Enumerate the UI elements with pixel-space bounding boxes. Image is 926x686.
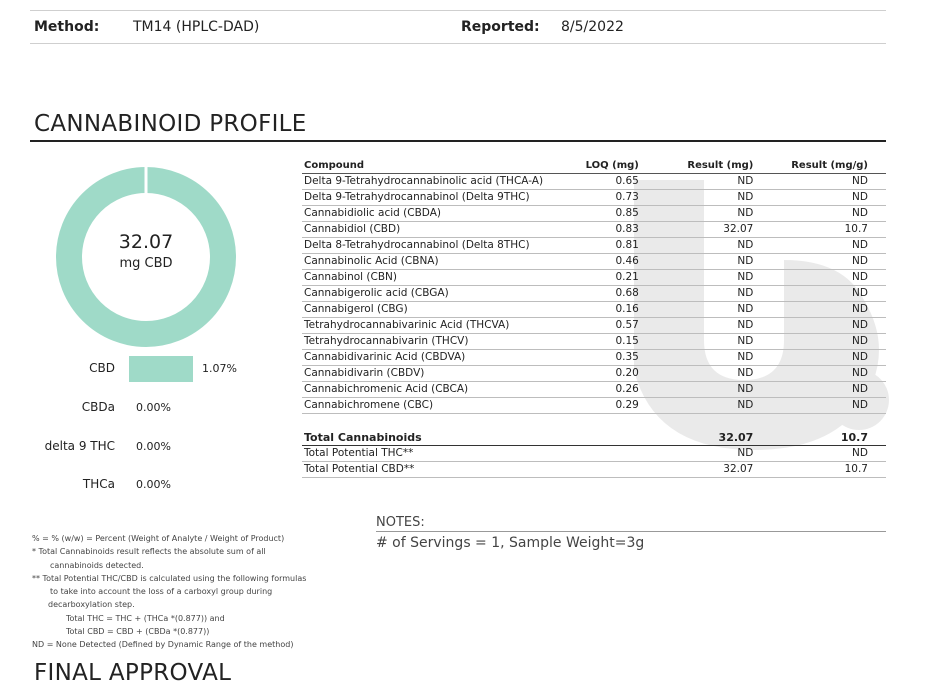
table-cell: ND xyxy=(771,318,886,334)
table-cell: ND xyxy=(771,174,886,190)
section-rule xyxy=(30,140,886,142)
table-cell: ND xyxy=(657,398,771,414)
table-row xyxy=(302,382,886,398)
table-row xyxy=(302,174,886,190)
footnote-line: Total CBD = CBD + (CBDa *(0.877)) xyxy=(66,627,210,637)
donut-unit: mg CBD xyxy=(119,256,173,271)
table-cell: ND xyxy=(771,382,886,398)
table-cell: ND xyxy=(771,366,886,382)
table-cell: Cannabidiolic acid (CBDA) xyxy=(302,206,573,222)
table-row xyxy=(302,334,886,350)
legend-value: 0.00% xyxy=(136,401,171,414)
table-cell: ND xyxy=(771,302,886,318)
table-row xyxy=(302,462,886,478)
table-cell: ND xyxy=(657,206,771,222)
table-cell: ND xyxy=(657,190,771,206)
reported-label: Reported: xyxy=(461,19,540,35)
table-row xyxy=(302,286,886,302)
table-cell: Cannabigerolic acid (CBGA) xyxy=(302,286,573,302)
table-cell: ND xyxy=(657,270,771,286)
results-table xyxy=(302,158,886,478)
method-label: Method: xyxy=(34,19,100,35)
table-cell: Cannabidiol (CBD) xyxy=(302,222,573,238)
table-cell: 0.83 xyxy=(573,222,657,238)
table-cell: ND xyxy=(657,446,771,462)
table-cell: 0.16 xyxy=(573,302,657,318)
table-cell: ND xyxy=(771,190,886,206)
legend-bar xyxy=(129,356,193,382)
table-row xyxy=(302,190,886,206)
notes-label: NOTES: xyxy=(376,515,425,530)
notes-rule xyxy=(376,531,886,532)
table-cell: Tetrahydrocannabivarin (THCV) xyxy=(302,334,573,350)
table-cell: ND xyxy=(657,302,771,318)
footnote-line: to take into account the loss of a carboxyl group during xyxy=(50,587,273,597)
table-cell: ND xyxy=(657,238,771,254)
legend-value: 0.00% xyxy=(136,478,171,491)
footnote-line: ND = None Detected (Defined by Dynamic Range of the method) xyxy=(32,640,294,650)
divider xyxy=(30,43,886,44)
footnotes xyxy=(32,532,322,652)
table-cell xyxy=(573,462,657,478)
table-cell: ND xyxy=(657,254,771,270)
table-cell: 0.65 xyxy=(573,174,657,190)
next-section-title: FINAL APPROVAL xyxy=(34,660,232,686)
table-cell: ND xyxy=(771,270,886,286)
donut-value: 32.07 xyxy=(118,231,174,253)
table-cell: Cannabichromenic Acid (CBCA) xyxy=(302,382,573,398)
table-spacer xyxy=(302,414,886,431)
table-cell: ND xyxy=(771,238,886,254)
footnote-line: cannabinoids detected. xyxy=(50,560,144,570)
footnote-line: % = % (w/w) = Percent (Weight of Analyte / Weight of Product) xyxy=(32,534,285,543)
table-cell: Cannabinol (CBN) xyxy=(302,270,573,286)
table-cell: 0.26 xyxy=(573,382,657,398)
table-cell: Cannabigerol (CBG) xyxy=(302,302,573,318)
table-cell: ND xyxy=(771,206,886,222)
footnote-line: ** Total Potential THC/CBD is calculated using the following formulas xyxy=(32,573,307,583)
notes-value: # of Servings = 1, Sample Weight=3g xyxy=(376,535,645,551)
table-row xyxy=(302,238,886,254)
table-cell: 0.29 xyxy=(573,398,657,414)
col-header-loq: LOQ (mg) xyxy=(573,158,657,174)
table-cell: 0.46 xyxy=(573,254,657,270)
table-row xyxy=(302,446,886,462)
section-title: CANNABINOID PROFILE xyxy=(34,111,307,137)
table-cell: ND xyxy=(657,318,771,334)
table-cell: ND xyxy=(771,350,886,366)
table-row xyxy=(302,254,886,270)
table-row xyxy=(302,366,886,382)
table-cell: 0.73 xyxy=(573,190,657,206)
table-cell xyxy=(573,446,657,462)
table-cell: 10.7 xyxy=(771,462,886,478)
donut-chart xyxy=(56,167,236,347)
table-cell: ND xyxy=(771,398,886,414)
table-row xyxy=(302,206,886,222)
table-cell: 0.20 xyxy=(573,366,657,382)
table-cell: ND xyxy=(771,446,886,462)
col-header-compound: Compound xyxy=(302,158,573,174)
table-cell: 10.7 xyxy=(771,222,886,238)
table-cell: 0.68 xyxy=(573,286,657,302)
table-cell: Tetrahydrocannabivarinic Acid (THCVA) xyxy=(302,318,573,334)
table-cell: 0.15 xyxy=(573,334,657,350)
table-cell: 0.81 xyxy=(573,238,657,254)
divider xyxy=(30,10,886,11)
col-header-result-mgg: Result (mg/g) xyxy=(771,158,886,174)
table-row xyxy=(302,350,886,366)
table-row xyxy=(302,270,886,286)
table-cell: ND xyxy=(771,286,886,302)
table-cell: ND xyxy=(657,382,771,398)
table-cell: Delta 8-Tetrahydrocannabinol (Delta 8THC) xyxy=(302,238,573,254)
footnote-line: decarboxylation step. xyxy=(48,600,135,610)
table-cell: ND xyxy=(657,334,771,350)
legend-value: 1.07% xyxy=(202,362,237,375)
table-cell: ND xyxy=(657,286,771,302)
table-row xyxy=(302,398,886,414)
legend-label: CBD xyxy=(89,361,115,375)
legend-label: delta 9 THC xyxy=(44,439,115,453)
reported-value: 8/5/2022 xyxy=(561,19,624,35)
table-cell: 32.07 xyxy=(657,430,771,446)
table-row xyxy=(302,318,886,334)
table-cell: 0.35 xyxy=(573,350,657,366)
method-value: TM14 (HPLC-DAD) xyxy=(133,19,260,35)
table-cell: 32.07 xyxy=(657,222,771,238)
table-cell: Total Potential CBD** xyxy=(302,462,573,478)
table-cell: 0.85 xyxy=(573,206,657,222)
table-cell: Delta 9-Tetrahydrocannabinolic acid (THCA-A) xyxy=(302,174,573,190)
table-cell: Cannabidivarinic Acid (CBDVA) xyxy=(302,350,573,366)
table-row xyxy=(302,302,886,318)
col-header-result-mg: Result (mg) xyxy=(657,158,771,174)
table-header-row xyxy=(302,158,886,174)
table-row xyxy=(302,222,886,238)
footnote-line: Total THC = THC + (THCa *(0.877)) and xyxy=(66,613,225,623)
table-cell: Cannabinolic Acid (CBNA) xyxy=(302,254,573,270)
footnote-line: * Total Cannabinoids result reflects the absolute sum of all xyxy=(32,547,266,557)
table-cell: Cannabichromene (CBC) xyxy=(302,398,573,414)
table-cell: Total Potential THC** xyxy=(302,446,573,462)
table-cell: Delta 9-Tetrahydrocannabinol (Delta 9THC) xyxy=(302,190,573,206)
table-cell: Total Cannabinoids xyxy=(302,430,573,446)
table-cell: ND xyxy=(657,350,771,366)
table-cell: ND xyxy=(771,334,886,350)
table-cell: 0.57 xyxy=(573,318,657,334)
table-cell: ND xyxy=(771,254,886,270)
table-total-row xyxy=(302,430,886,446)
table-cell: 0.21 xyxy=(573,270,657,286)
legend-label: CBDa xyxy=(81,400,115,414)
legend-label: THCa xyxy=(82,477,115,491)
table-cell: ND xyxy=(657,366,771,382)
table-cell: Cannabidivarin (CBDV) xyxy=(302,366,573,382)
table-cell: 10.7 xyxy=(771,430,886,446)
legend-value: 0.00% xyxy=(136,440,171,453)
table-cell: 32.07 xyxy=(657,462,771,478)
table-cell: ND xyxy=(657,174,771,190)
table-cell xyxy=(573,430,657,446)
